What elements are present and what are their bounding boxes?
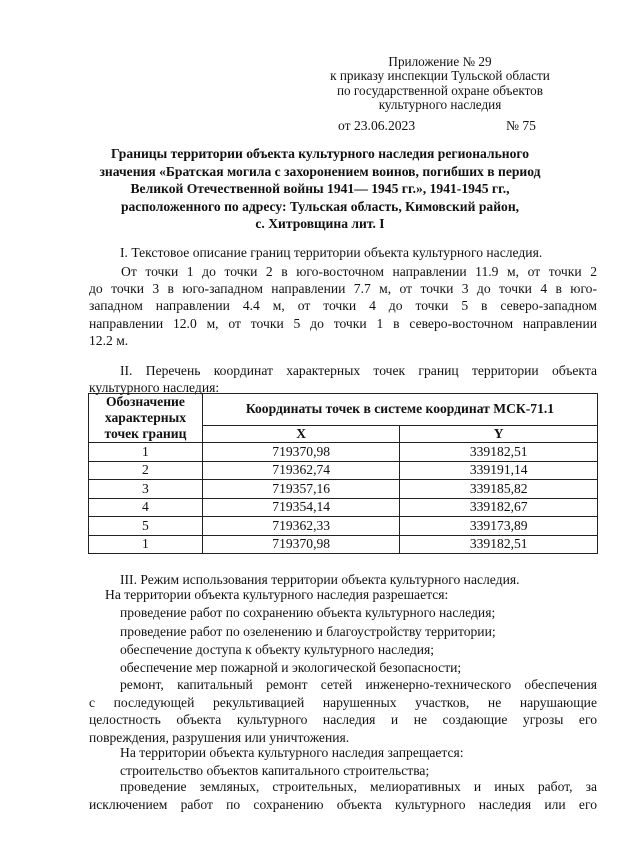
title-line: расположенного по адресу: Тульская область, Кимовский район, — [120, 198, 520, 214]
x-cell: 719354,14 — [202, 498, 400, 517]
point-column-header: Обозначение характерных точек границ — [89, 394, 203, 443]
text-line: повреждения, разрушения или уничтожения. — [89, 729, 350, 745]
coordinates-table — [88, 393, 598, 554]
appendix-title: Приложение № 29 — [388, 54, 492, 69]
allowed-item: проведение работ по сохранению объекта культурного наследия; — [120, 605, 496, 621]
title-line: значения «Братская могила с захоронением воинов, погибших в период — [99, 163, 541, 179]
section-2-heading — [89, 362, 597, 396]
y-cell: 339182,51 — [400, 535, 598, 554]
text-line: исключением работ по сохранению объекта культурного наследия или его — [89, 797, 597, 812]
title-line: с. Хитровщина лит. I — [255, 216, 385, 231]
section-1-heading: I. Текстовое описание границ территории объекта культурного наследия. — [120, 245, 543, 260]
text-line: до точки 3 в юго-западном направлении 7.7 м, от точки 3 до точки 4 в юго- — [89, 281, 597, 297]
section-2-heading-line: II. Перечень координат характерных точек границ территории объекта — [120, 363, 597, 378]
point-cell: 1 — [89, 443, 203, 462]
x-cell: 719362,74 — [202, 461, 400, 480]
document-title — [80, 145, 560, 233]
forbidden-item: строительство объектов капитального строительства; — [120, 763, 430, 779]
x-cell: 719362,33 — [202, 517, 400, 536]
appendix-authority-line: по государственной охране объектов — [336, 82, 544, 98]
section-3-heading: III. Режим использования территории объекта культурного наследия. — [120, 572, 520, 587]
order-date: от 23.06.2023 — [338, 118, 416, 133]
y-cell: 339182,67 — [400, 498, 598, 517]
point-cell: 1 — [89, 535, 203, 554]
y-cell: 339173,89 — [400, 517, 598, 536]
allowed-item: обеспечение доступа к объекту культурного наследия; — [120, 641, 435, 657]
table-row — [89, 517, 598, 536]
allowed-intro: На территории объекта культурного наследия разрешается: — [105, 587, 449, 602]
text-line: целостность объекта культурного наследия и не создающие угрозы его — [89, 712, 597, 728]
appendix-order-line: к приказу инспекции Тульской области — [330, 68, 550, 84]
text-line: проведение земляных, строительных, мелиоративных и иных работ, за — [120, 779, 597, 794]
order-number: № 75 — [506, 118, 536, 133]
x-cell: 719357,16 — [202, 480, 400, 499]
y-cell: 339185,82 — [400, 480, 598, 499]
text-line: направлении 12.0 м, от точки 5 до точки 1 в северо-восточном направлении — [89, 315, 597, 331]
appendix-heritage-line: культурного наследия — [378, 97, 502, 113]
point-cell: 3 — [89, 480, 203, 499]
point-cell: 4 — [89, 498, 203, 517]
x-column-header: X — [202, 425, 400, 443]
title-line: Границы территории объекта культурного наследия регионального — [110, 146, 530, 161]
allowed-item: обеспечение мер пожарной и экологической безопасности; — [120, 660, 462, 676]
x-cell: 719370,98 — [202, 535, 400, 554]
text-line: 12.2 м. — [89, 332, 129, 348]
table-row — [89, 498, 598, 517]
section-2-heading-line: культурного наследия: — [89, 380, 220, 396]
y-column-header: Y — [400, 425, 598, 443]
text-line: ремонт, капитальный ремонт сетей инженерно-технического обеспечения — [120, 677, 597, 692]
appendix-header — [310, 55, 570, 113]
table-row — [89, 535, 598, 554]
section-3-forbidden — [89, 744, 599, 781]
y-cell: 339182,51 — [400, 443, 598, 462]
point-cell: 2 — [89, 461, 203, 480]
point-cell: 5 — [89, 517, 203, 536]
coordinate-system-header: Координаты точек в системе координат МСК-71.1 — [202, 394, 597, 426]
text-line: От точки 1 до точки 2 в юго-восточном направлении 11.9 м, от точки 2 — [121, 264, 597, 279]
table-row — [89, 443, 598, 462]
allowed-item: проведение работ по озеленению и благоустройству территории; — [120, 623, 496, 639]
section-1-text — [89, 263, 597, 349]
section-3-forbidden-works — [89, 778, 597, 814]
text-line: западном направлении 4.4 м, от точки 4 до точки 5 в северо-западном — [89, 298, 597, 314]
section-3-allowed — [89, 586, 599, 677]
title-line: Великой Отечественной войны 1941— 1945 гг.», 1941-1945 гг., — [130, 181, 510, 196]
forbidden-intro: На территории объекта культурного наследия запрещается: — [120, 745, 464, 760]
section-3-repair — [89, 676, 597, 746]
x-cell: 719370,98 — [202, 443, 400, 462]
table-row — [89, 480, 598, 499]
y-cell: 339191,14 — [400, 461, 598, 480]
text-line: с последующей рекультивацией нарушенных участков, не нарушающие — [89, 694, 597, 710]
table-row — [89, 461, 598, 480]
